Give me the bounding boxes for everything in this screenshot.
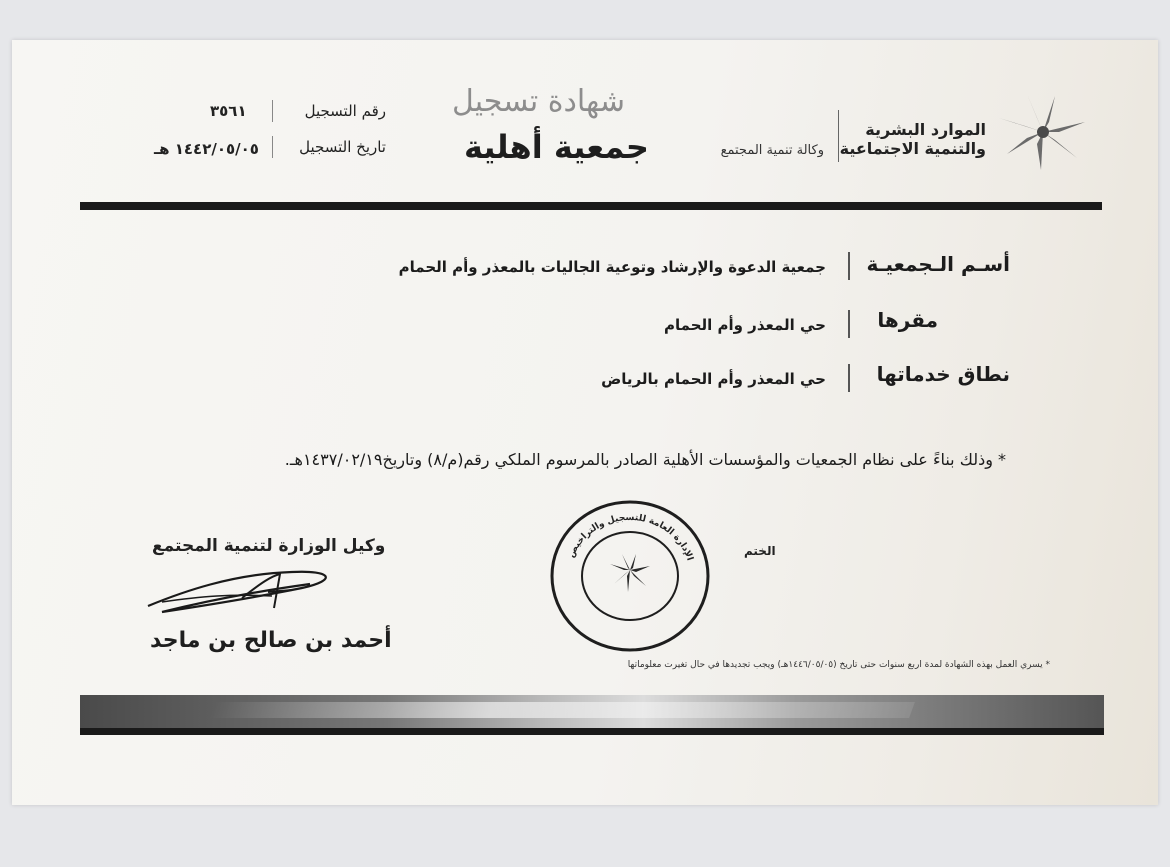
footer-rule	[80, 728, 1104, 735]
registration-date-label: تاريخ التسجيل	[299, 138, 386, 156]
meta-divider-2	[272, 136, 273, 158]
service-scope-label: نطاق خدماتها	[876, 362, 1010, 386]
field-divider-1	[848, 252, 850, 280]
header-rule	[80, 202, 1102, 210]
field-divider-3	[848, 364, 850, 392]
headquarters-value: حي المعذر وأم الحمام	[664, 316, 826, 334]
official-seal-stamp	[548, 498, 712, 654]
certificate-title: شهادة تسجيل	[452, 84, 625, 119]
signatory-title: وكيل الوزارة لتنمية المجتمع	[152, 536, 386, 556]
validity-footnote: * يسري العمل بهذه الشهادة لمدة اربع سنوات حتى تاريخ (١٤٤٦/٠٥/٠٥هـ) ويجب تجديدها في حال تغيرت معلوماتها	[627, 660, 1050, 670]
ministry-star-logo-icon	[997, 92, 1089, 170]
ministry-line-2: والتنمية الاجتماعية	[839, 139, 986, 158]
association-name-value: جمعية الدعوة والإرشاد وتوعية الجاليات بالمعذر وأم الحمام	[398, 258, 826, 276]
registration-number-label: رقم التسجيل	[304, 102, 386, 120]
decree-statement: * وذلك بناءً على نظام الجمعيات والمؤسسات الأهلية الصادر بالمرسوم الملكي رقم(م/٨) وتاريخ١٤٣٧/٠٢/١٩هـ.	[284, 450, 1006, 469]
registration-date: ١٤٤٢/٠٥/٠٥ هـ	[154, 140, 259, 158]
association-name-label: أسـم الـجمعيـة	[866, 252, 1010, 276]
service-scope-value: حي المعذر وأم الحمام بالرياض	[601, 370, 826, 388]
handwritten-signature	[142, 562, 342, 622]
svg-text:الإدارة العامة للتسجيل والتراخ: الإدارة العامة للتسجيل والتراخيص	[566, 512, 695, 563]
certificate-subtitle: جمعية أهلية	[464, 128, 649, 166]
meta-divider-1	[272, 100, 273, 122]
signatory-name: أحمد بن صالح بن ماجد	[150, 628, 392, 653]
ministry-name	[840, 120, 986, 158]
header-divider	[838, 110, 839, 162]
agency-name: وكالة تنمية المجتمع	[720, 143, 824, 158]
footer-band-highlight	[209, 702, 915, 718]
seal-label: الختم	[744, 544, 776, 558]
certificate-paper	[12, 40, 1158, 805]
ministry-line-1: الموارد البشرية	[865, 120, 986, 139]
field-divider-2	[848, 310, 850, 338]
headquarters-label: مقرها	[877, 308, 938, 332]
registration-number: ٣٥٦١	[210, 102, 247, 120]
